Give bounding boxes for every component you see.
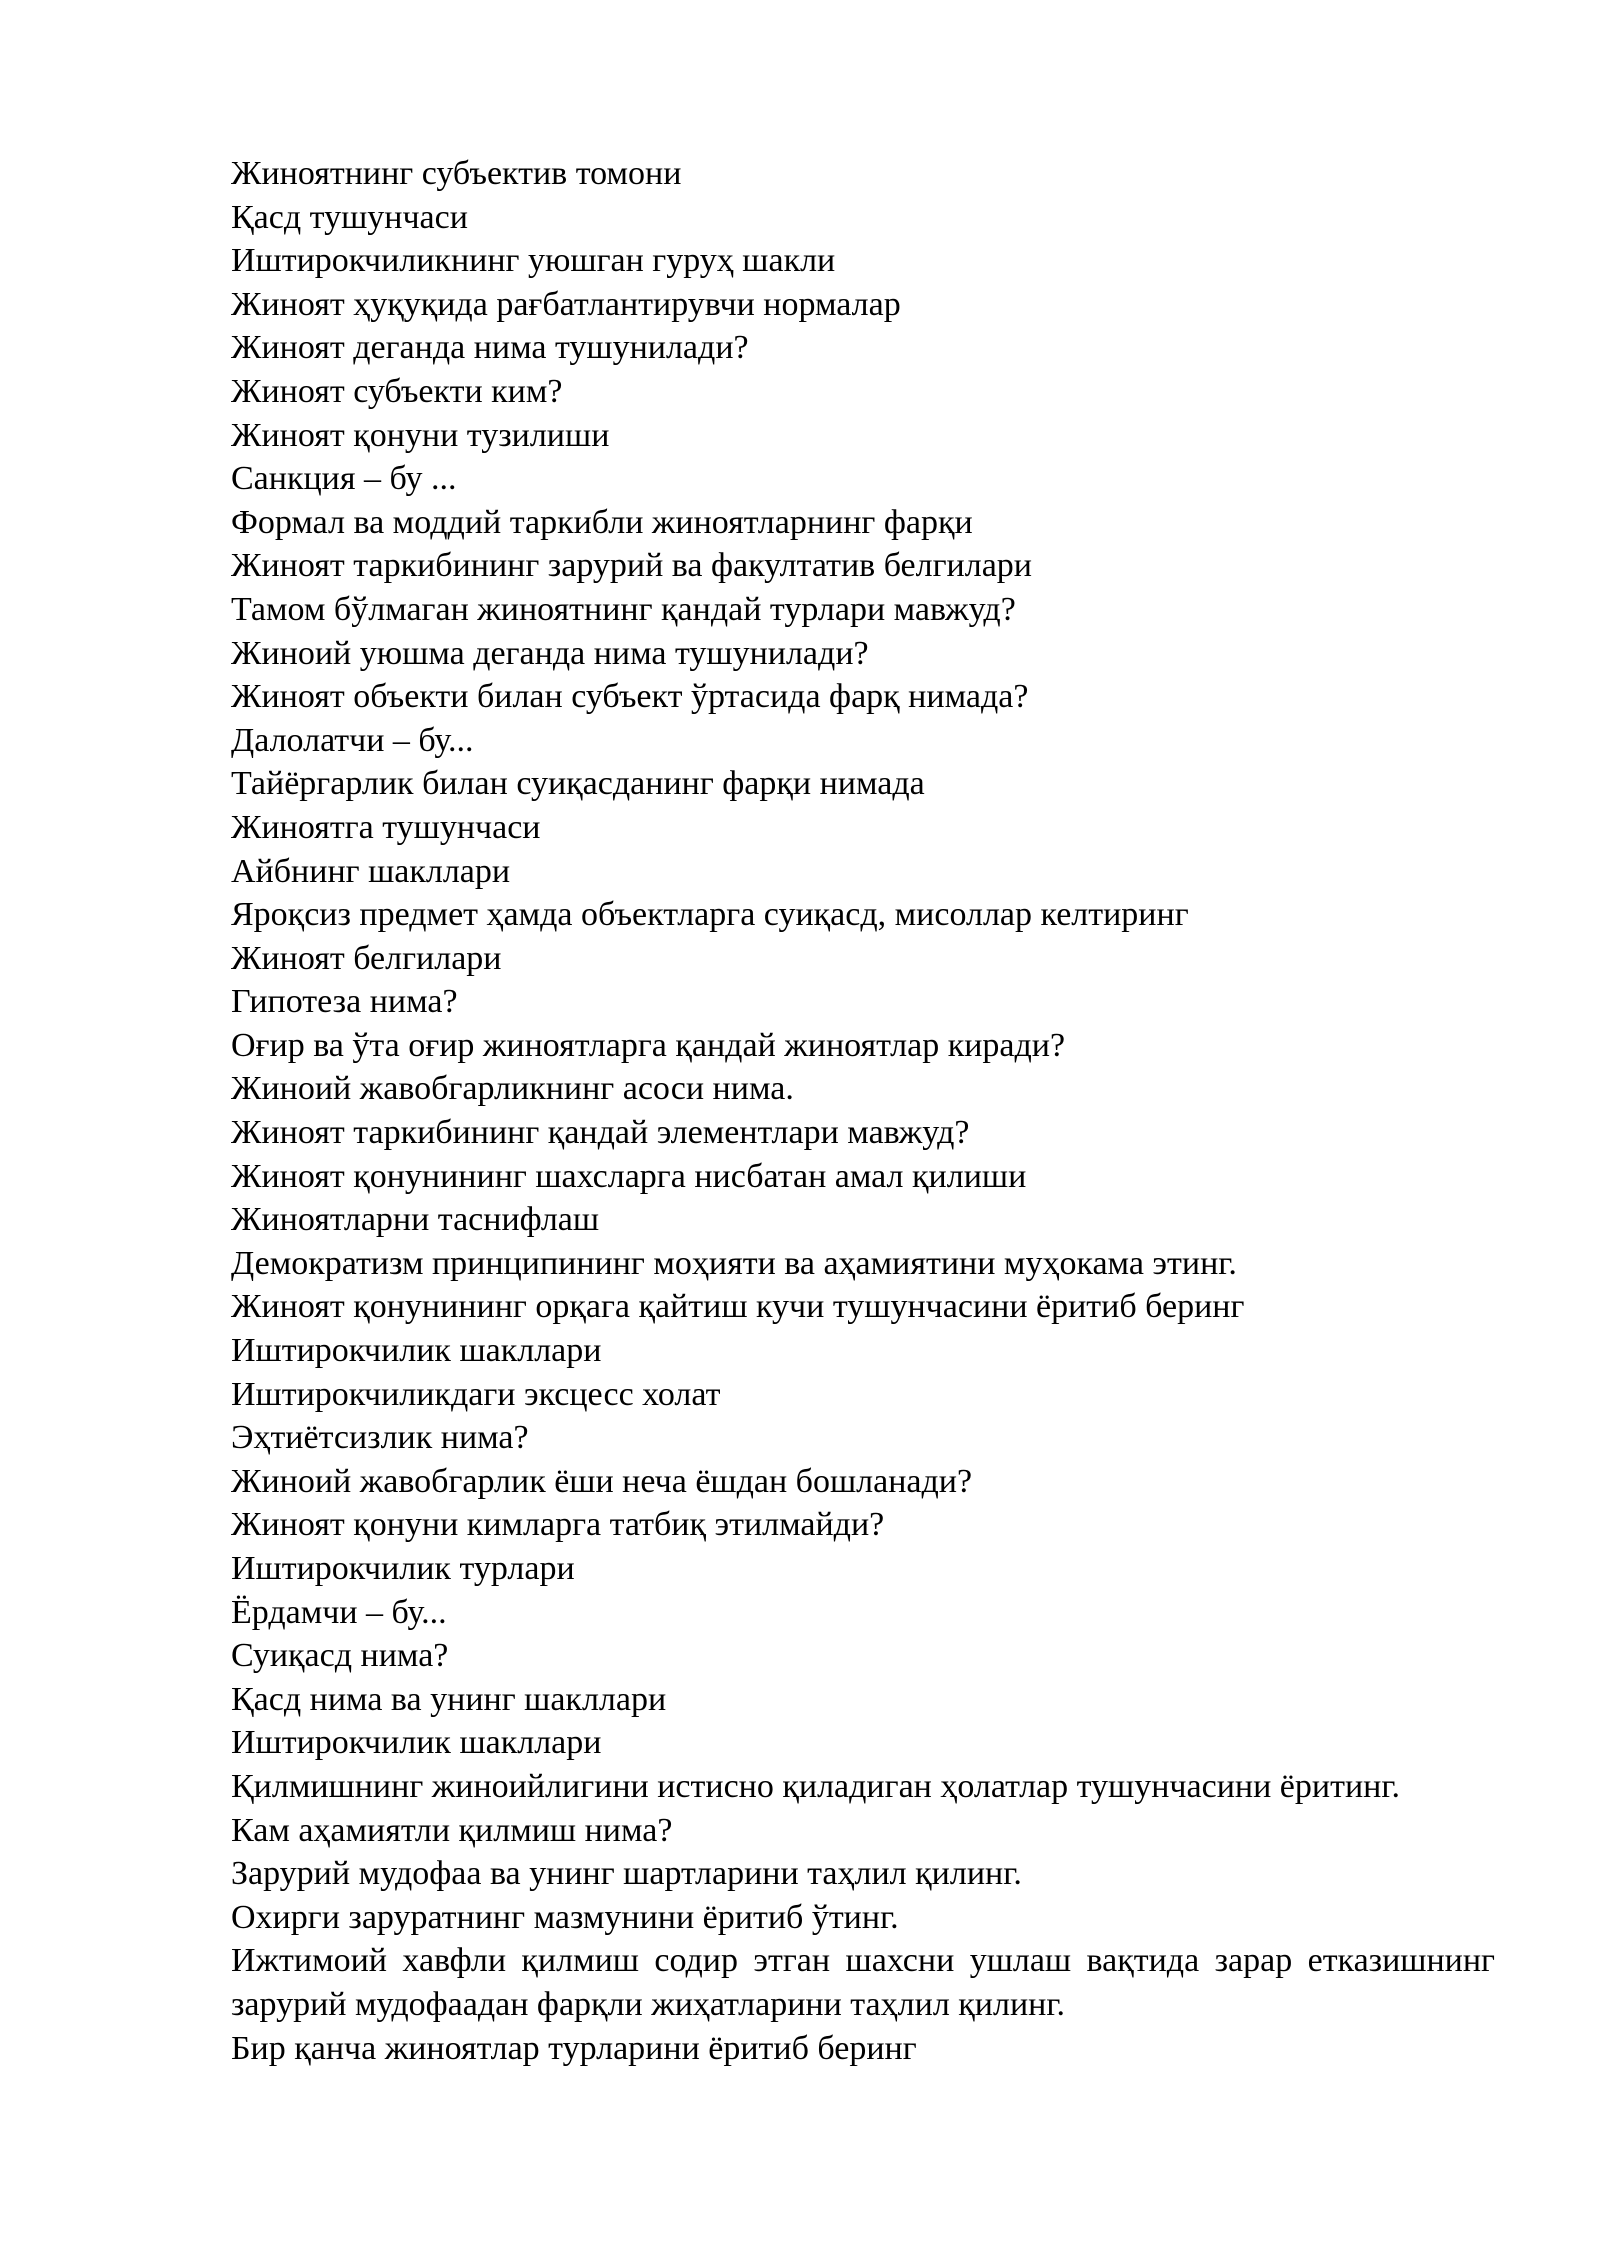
question-line: Демократизм принципининг моҳияти ва аҳамиятини муҳокама этинг. — [231, 1244, 1237, 1282]
question-line: Қасд тушунчаси — [231, 198, 468, 236]
question-line: Жиноятнинг субъектив томони — [231, 155, 682, 192]
question-line: Жиноят қонунининг орқага қайтиш кучи тушунчасини ёритиб беринг — [231, 1288, 1245, 1326]
question-line: Айбнинг шакллари — [231, 852, 511, 890]
question-line: Жиноят таркибининг зарурий ва факултатив белгилари — [231, 547, 1032, 585]
question-line: Иштирокчилик шакллари — [231, 1724, 602, 1762]
question-list — [231, 152, 1495, 2070]
question-line: Яроқсиз предмет ҳамда объектларга суиқасд, мисоллар келтиринг — [231, 896, 1189, 934]
question-line: Жиноий жавобгарлик ёши неча ёшдан бошланади? — [231, 1462, 973, 1500]
question-line: Далолатчи – бу... — [231, 721, 474, 759]
question-line: Суиқасд нима? — [231, 1637, 449, 1675]
question-line: Иштирокчилик шакллари — [231, 1332, 602, 1370]
question-line: Кам аҳамиятли қилмиш нима? — [231, 1811, 673, 1849]
question-line: Жиноятларни таснифлаш — [231, 1201, 600, 1239]
question-line: Ижтимоий хавфли қилмиш содир этган шахсни ушлаш вақтида зарар етказишнинг зарурий мудофаадан фарқли жиҳатларини таҳлил қилинг. — [231, 1942, 1495, 2023]
question-line: Қилмишнинг жиноийлигини истисно қиладиган ҳолатлар тушунчасини ёритинг. — [231, 1767, 1400, 1805]
question-line: Жиноят белгилари — [231, 939, 502, 977]
question-line: Иштирокчиликнинг уюшган гуруҳ шакли — [231, 242, 836, 280]
question-line: Қасд нима ва унинг шакллари — [231, 1680, 667, 1718]
question-line: Жиноят субъекти ким? — [231, 372, 563, 410]
question-line: Оғир ва ўта оғир жиноятларга қандай жиноятлар киради? — [231, 1026, 1066, 1064]
question-line: Жиноят таркибининг қандай элементлари мавжуд? — [231, 1114, 970, 1152]
question-line: Жиноят объекти билан субъект ўртасида фарқ нимада? — [231, 678, 1029, 716]
question-line: Жиноят ҳуқуқида рағбатлантирувчи нормалар — [231, 285, 901, 323]
question-line: Жиноят қонунининг шахсларга нисбатан амал қилиши — [231, 1157, 1027, 1195]
question-line: Иштирокчиликдаги эксцесс холат — [231, 1375, 721, 1413]
question-line: Тайёргарлик билан суиқасданинг фарқи нимада — [231, 765, 925, 803]
question-line: Жиноятга тушунчаси — [231, 808, 541, 846]
question-line: Формал ва моддий таркибли жиноятларнинг фарқи — [231, 503, 973, 541]
question-line: Жиноий уюшма деганда нима тушунилади? — [231, 634, 869, 672]
question-line: Жиноий жавобгарликнинг асоси нима. — [231, 1070, 794, 1108]
question-line: Тамом бўлмаган жиноятнинг қандай турлари мавжуд? — [231, 590, 1016, 628]
question-line: Иштирокчилик турлари — [231, 1550, 575, 1587]
question-line: Эҳтиётсизлик нима? — [231, 1419, 529, 1457]
question-line: Жиноят қонуни кимларга татбиқ этилмайди? — [231, 1506, 885, 1544]
question-line: Жиноят қонуни тузилиши — [231, 416, 610, 454]
question-line: Бир қанча жиноятлар турларини ёритиб беринг — [231, 2029, 917, 2067]
question-line: Зарурий мудофаа ва унинг шартларини таҳлил қилинг. — [231, 1855, 1022, 1893]
question-line: Ёрдамчи – бу... — [231, 1593, 447, 1631]
question-line: Охирги заруратнинг мазмунини ёритиб ўтинг. — [231, 1898, 899, 1936]
question-line: Гипотеза нима? — [231, 983, 458, 1021]
question-line: Санкция – бу ... — [231, 460, 457, 498]
question-line: Жиноят деганда нима тушунилади? — [231, 329, 749, 367]
